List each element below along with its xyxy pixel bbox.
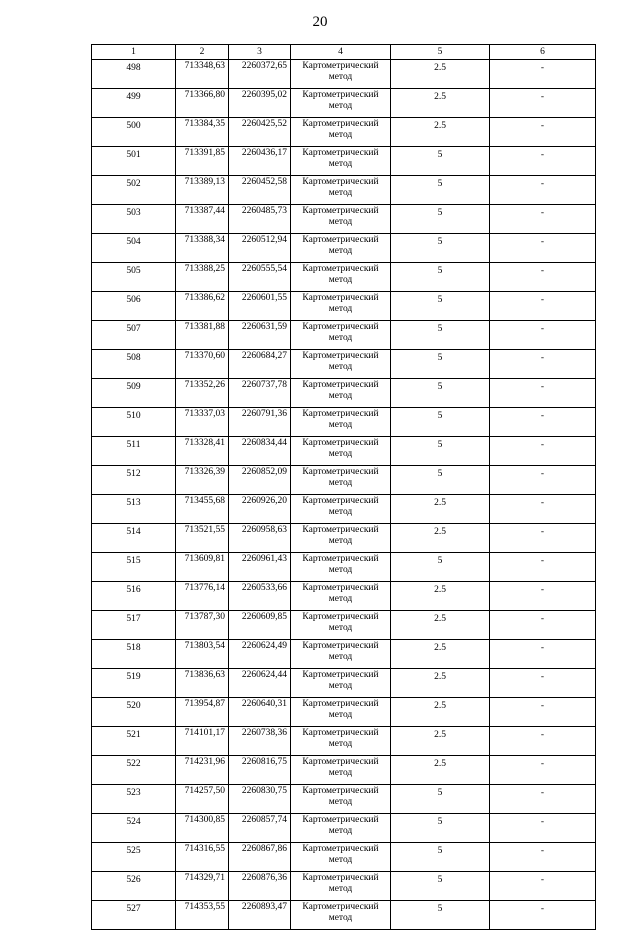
- column-header: 5: [391, 45, 490, 60]
- method-cell: Картометрический метод: [291, 843, 391, 872]
- table-row: [92, 205, 596, 234]
- method-cell: Картометрический метод: [291, 640, 391, 669]
- x-coordinate-cell: 713776,14: [176, 582, 229, 611]
- point-number-cell: 499: [92, 89, 176, 118]
- description-cell: -: [490, 843, 596, 872]
- point-number-cell: 506: [92, 292, 176, 321]
- description-cell: -: [490, 872, 596, 901]
- method-cell: Картометрический метод: [291, 553, 391, 582]
- description-cell: -: [490, 205, 596, 234]
- description-cell: -: [490, 234, 596, 263]
- x-coordinate-cell: 714329,71: [176, 872, 229, 901]
- accuracy-cell: 5: [391, 814, 490, 843]
- accuracy-cell: 2.5: [391, 495, 490, 524]
- accuracy-cell: 2.5: [391, 89, 490, 118]
- accuracy-cell: 5: [391, 350, 490, 379]
- table-row: [92, 756, 596, 785]
- accuracy-cell: 2.5: [391, 524, 490, 553]
- table-row: [92, 872, 596, 901]
- x-coordinate-cell: 713326,39: [176, 466, 229, 495]
- y-coordinate-cell: 2260867,86: [229, 843, 291, 872]
- table-row: [92, 524, 596, 553]
- method-cell: Картометрический метод: [291, 582, 391, 611]
- point-number-cell: 522: [92, 756, 176, 785]
- point-number-cell: 516: [92, 582, 176, 611]
- accuracy-cell: 2.5: [391, 640, 490, 669]
- description-cell: -: [490, 176, 596, 205]
- accuracy-cell: 5: [391, 785, 490, 814]
- description-cell: -: [490, 785, 596, 814]
- table-row: [92, 89, 596, 118]
- y-coordinate-cell: 2260640,31: [229, 698, 291, 727]
- table-row: [92, 669, 596, 698]
- coordinates-table: [91, 44, 596, 930]
- x-coordinate-cell: 713803,54: [176, 640, 229, 669]
- accuracy-cell: 2.5: [391, 698, 490, 727]
- point-number-cell: 515: [92, 553, 176, 582]
- x-coordinate-cell: 713391,85: [176, 147, 229, 176]
- point-number-cell: 524: [92, 814, 176, 843]
- accuracy-cell: 2.5: [391, 60, 490, 89]
- y-coordinate-cell: 2260791,36: [229, 408, 291, 437]
- accuracy-cell: 5: [391, 321, 490, 350]
- accuracy-cell: 5: [391, 147, 490, 176]
- point-number-cell: 502: [92, 176, 176, 205]
- x-coordinate-cell: 714316,55: [176, 843, 229, 872]
- column-header: 1: [92, 45, 176, 60]
- y-coordinate-cell: 2260926,20: [229, 495, 291, 524]
- table-row: [92, 640, 596, 669]
- x-coordinate-cell: 713384,35: [176, 118, 229, 147]
- x-coordinate-cell: 714257,50: [176, 785, 229, 814]
- x-coordinate-cell: 713381,88: [176, 321, 229, 350]
- method-cell: Картометрический метод: [291, 669, 391, 698]
- y-coordinate-cell: 2260857,74: [229, 814, 291, 843]
- accuracy-cell: 5: [391, 901, 490, 930]
- method-cell: Картометрический метод: [291, 437, 391, 466]
- point-number-cell: 500: [92, 118, 176, 147]
- table-row: [92, 292, 596, 321]
- description-cell: -: [490, 263, 596, 292]
- table-row: [92, 176, 596, 205]
- method-cell: Картометрический метод: [291, 321, 391, 350]
- y-coordinate-cell: 2260436,17: [229, 147, 291, 176]
- table-row: [92, 321, 596, 350]
- table-row: [92, 379, 596, 408]
- table-row: [92, 843, 596, 872]
- x-coordinate-cell: 713521,55: [176, 524, 229, 553]
- y-coordinate-cell: 2260834,44: [229, 437, 291, 466]
- description-cell: -: [490, 698, 596, 727]
- method-cell: Картометрический метод: [291, 524, 391, 553]
- description-cell: -: [490, 524, 596, 553]
- description-cell: -: [490, 437, 596, 466]
- point-number-cell: 509: [92, 379, 176, 408]
- point-number-cell: 501: [92, 147, 176, 176]
- x-coordinate-cell: 713387,44: [176, 205, 229, 234]
- method-cell: Картометрический метод: [291, 785, 391, 814]
- accuracy-cell: 5: [391, 176, 490, 205]
- column-header: 6: [490, 45, 596, 60]
- table-row: [92, 234, 596, 263]
- y-coordinate-cell: 2260631,59: [229, 321, 291, 350]
- method-cell: Картометрический метод: [291, 466, 391, 495]
- point-number-cell: 505: [92, 263, 176, 292]
- x-coordinate-cell: 713609,81: [176, 553, 229, 582]
- y-coordinate-cell: 2260395,02: [229, 89, 291, 118]
- table-row: [92, 60, 596, 89]
- point-number-cell: 512: [92, 466, 176, 495]
- description-cell: -: [490, 640, 596, 669]
- table-row: [92, 437, 596, 466]
- x-coordinate-cell: 714300,85: [176, 814, 229, 843]
- accuracy-cell: 5: [391, 263, 490, 292]
- accuracy-cell: 5: [391, 553, 490, 582]
- table-row: [92, 814, 596, 843]
- x-coordinate-cell: 713366,80: [176, 89, 229, 118]
- table-row: [92, 698, 596, 727]
- y-coordinate-cell: 2260609,85: [229, 611, 291, 640]
- point-number-cell: 513: [92, 495, 176, 524]
- x-coordinate-cell: 713787,30: [176, 611, 229, 640]
- table-row: [92, 263, 596, 292]
- x-coordinate-cell: 714231,96: [176, 756, 229, 785]
- x-coordinate-cell: 713328,41: [176, 437, 229, 466]
- description-cell: -: [490, 321, 596, 350]
- x-coordinate-cell: 713337,03: [176, 408, 229, 437]
- y-coordinate-cell: 2260485,73: [229, 205, 291, 234]
- description-cell: -: [490, 756, 596, 785]
- point-number-cell: 503: [92, 205, 176, 234]
- description-cell: -: [490, 466, 596, 495]
- accuracy-cell: 2.5: [391, 669, 490, 698]
- table-row: [92, 350, 596, 379]
- accuracy-cell: 2.5: [391, 727, 490, 756]
- description-cell: -: [490, 814, 596, 843]
- method-cell: Картометрический метод: [291, 350, 391, 379]
- description-cell: -: [490, 901, 596, 930]
- point-number-cell: 504: [92, 234, 176, 263]
- description-cell: -: [490, 669, 596, 698]
- description-cell: -: [490, 611, 596, 640]
- table-body: [92, 60, 596, 930]
- y-coordinate-cell: 2260533,66: [229, 582, 291, 611]
- method-cell: Картометрический метод: [291, 727, 391, 756]
- point-number-cell: 507: [92, 321, 176, 350]
- point-number-cell: 518: [92, 640, 176, 669]
- page-number: 20: [312, 14, 328, 30]
- x-coordinate-cell: 713386,62: [176, 292, 229, 321]
- method-cell: Картометрический метод: [291, 379, 391, 408]
- y-coordinate-cell: 2260555,54: [229, 263, 291, 292]
- description-cell: -: [490, 408, 596, 437]
- point-number-cell: 523: [92, 785, 176, 814]
- method-cell: Картометрический метод: [291, 901, 391, 930]
- table-header-row: [92, 45, 596, 60]
- y-coordinate-cell: 2260961,43: [229, 553, 291, 582]
- point-number-cell: 510: [92, 408, 176, 437]
- point-number-cell: 511: [92, 437, 176, 466]
- y-coordinate-cell: 2260738,36: [229, 727, 291, 756]
- y-coordinate-cell: 2260958,63: [229, 524, 291, 553]
- accuracy-cell: 2.5: [391, 611, 490, 640]
- y-coordinate-cell: 2260893,47: [229, 901, 291, 930]
- method-cell: Картометрический метод: [291, 176, 391, 205]
- x-coordinate-cell: 713352,26: [176, 379, 229, 408]
- y-coordinate-cell: 2260830,75: [229, 785, 291, 814]
- x-coordinate-cell: 713370,60: [176, 350, 229, 379]
- y-coordinate-cell: 2260624,44: [229, 669, 291, 698]
- accuracy-cell: 2.5: [391, 118, 490, 147]
- point-number-cell: 527: [92, 901, 176, 930]
- table-row: [92, 147, 596, 176]
- x-coordinate-cell: 713388,34: [176, 234, 229, 263]
- description-cell: -: [490, 379, 596, 408]
- table-row: [92, 118, 596, 147]
- y-coordinate-cell: 2260876,36: [229, 872, 291, 901]
- method-cell: Картометрический метод: [291, 495, 391, 524]
- x-coordinate-cell: 713348,63: [176, 60, 229, 89]
- table-row: [92, 727, 596, 756]
- table-row: [92, 466, 596, 495]
- table-row: [92, 611, 596, 640]
- table-row: [92, 495, 596, 524]
- method-cell: Картометрический метод: [291, 611, 391, 640]
- table-row: [92, 553, 596, 582]
- description-cell: -: [490, 118, 596, 147]
- point-number-cell: 521: [92, 727, 176, 756]
- method-cell: Картометрический метод: [291, 814, 391, 843]
- accuracy-cell: 5: [391, 437, 490, 466]
- column-header: 3: [229, 45, 291, 60]
- method-cell: Картометрический метод: [291, 60, 391, 89]
- table-row: [92, 582, 596, 611]
- accuracy-cell: 5: [391, 205, 490, 234]
- accuracy-cell: 2.5: [391, 582, 490, 611]
- y-coordinate-cell: 2260624,49: [229, 640, 291, 669]
- method-cell: Картометрический метод: [291, 292, 391, 321]
- column-header: 4: [291, 45, 391, 60]
- x-coordinate-cell: 713389,13: [176, 176, 229, 205]
- method-cell: Картометрический метод: [291, 205, 391, 234]
- description-cell: -: [490, 292, 596, 321]
- point-number-cell: 519: [92, 669, 176, 698]
- y-coordinate-cell: 2260737,78: [229, 379, 291, 408]
- method-cell: Картометрический метод: [291, 234, 391, 263]
- point-number-cell: 517: [92, 611, 176, 640]
- accuracy-cell: 5: [391, 843, 490, 872]
- method-cell: Картометрический метод: [291, 263, 391, 292]
- description-cell: -: [490, 60, 596, 89]
- column-header: 2: [176, 45, 229, 60]
- description-cell: -: [490, 553, 596, 582]
- y-coordinate-cell: 2260684,27: [229, 350, 291, 379]
- y-coordinate-cell: 2260452,58: [229, 176, 291, 205]
- point-number-cell: 514: [92, 524, 176, 553]
- x-coordinate-cell: 714353,55: [176, 901, 229, 930]
- method-cell: Картометрический метод: [291, 872, 391, 901]
- x-coordinate-cell: 713455,68: [176, 495, 229, 524]
- accuracy-cell: 5: [391, 379, 490, 408]
- method-cell: Картометрический метод: [291, 89, 391, 118]
- method-cell: Картометрический метод: [291, 408, 391, 437]
- method-cell: Картометрический метод: [291, 147, 391, 176]
- table-row: [92, 785, 596, 814]
- x-coordinate-cell: 713836,63: [176, 669, 229, 698]
- table-row: [92, 408, 596, 437]
- y-coordinate-cell: 2260816,75: [229, 756, 291, 785]
- x-coordinate-cell: 713954,87: [176, 698, 229, 727]
- y-coordinate-cell: 2260425,52: [229, 118, 291, 147]
- accuracy-cell: 5: [391, 234, 490, 263]
- point-number-cell: 508: [92, 350, 176, 379]
- description-cell: -: [490, 495, 596, 524]
- description-cell: -: [490, 89, 596, 118]
- method-cell: Картометрический метод: [291, 118, 391, 147]
- y-coordinate-cell: 2260852,09: [229, 466, 291, 495]
- y-coordinate-cell: 2260372,65: [229, 60, 291, 89]
- description-cell: -: [490, 350, 596, 379]
- x-coordinate-cell: 713388,25: [176, 263, 229, 292]
- accuracy-cell: 2.5: [391, 756, 490, 785]
- description-cell: -: [490, 147, 596, 176]
- point-number-cell: 525: [92, 843, 176, 872]
- point-number-cell: 520: [92, 698, 176, 727]
- description-cell: -: [490, 582, 596, 611]
- point-number-cell: 526: [92, 872, 176, 901]
- x-coordinate-cell: 714101,17: [176, 727, 229, 756]
- description-cell: -: [490, 727, 596, 756]
- y-coordinate-cell: 2260601,55: [229, 292, 291, 321]
- accuracy-cell: 5: [391, 292, 490, 321]
- method-cell: Картометрический метод: [291, 698, 391, 727]
- accuracy-cell: 5: [391, 408, 490, 437]
- point-number-cell: 498: [92, 60, 176, 89]
- accuracy-cell: 5: [391, 872, 490, 901]
- y-coordinate-cell: 2260512,94: [229, 234, 291, 263]
- accuracy-cell: 5: [391, 466, 490, 495]
- method-cell: Картометрический метод: [291, 756, 391, 785]
